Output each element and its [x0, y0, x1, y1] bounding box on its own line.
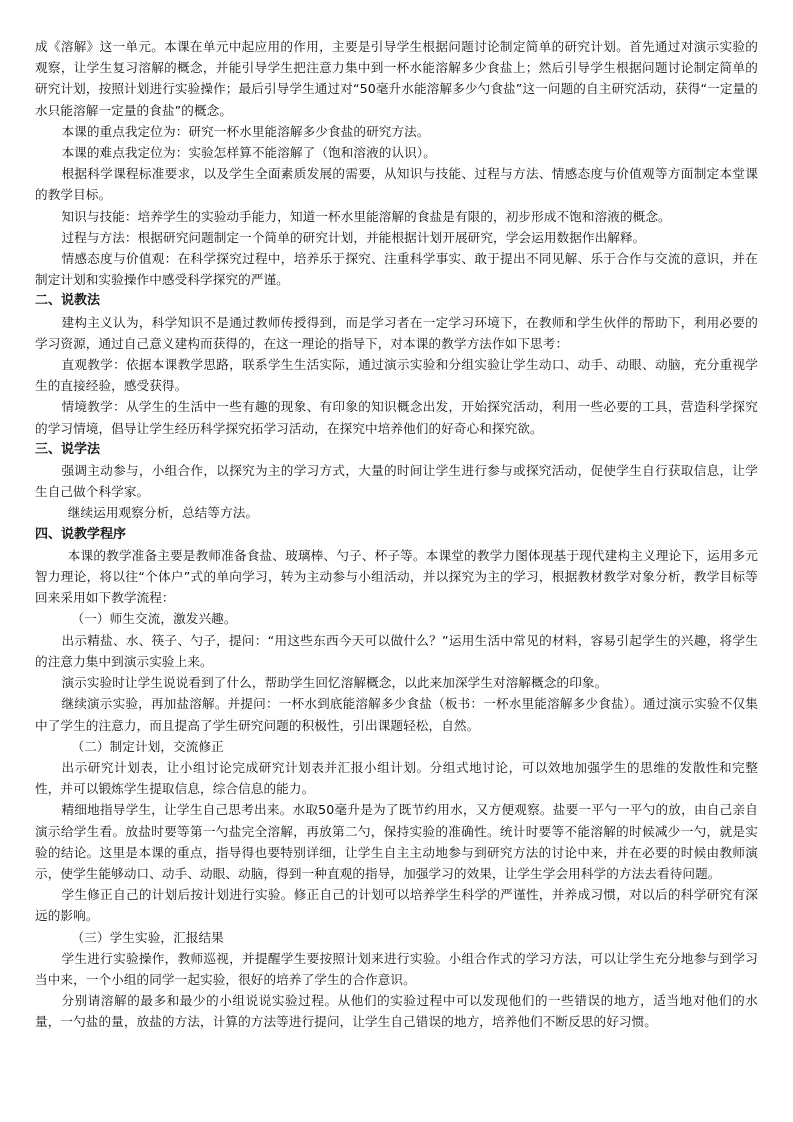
subheading-step-one: （一）师生交流，激发兴趣。 — [71, 611, 237, 627]
paragraph-demo-recall: 演示实验时让学生说说看到了什么，帮助学生回忆溶解概念，以此来加深学生对溶解概念的印象。 — [61, 675, 608, 691]
paragraph-preparation: 本课的教学准备主要是教师准备食盐、玻璃棒、勺子、杯子等。本课堂的教学力图体现基于现代建构主义理论下，运用多元智力理论，将以往“个体户”式的单向学习，转为主动参与小组活动，并以探究为主的学习，根据教材教学对象分析，教学目标等回来采用如下教学流程： — [35, 547, 758, 606]
section-heading-teaching-methods: 二、说教法 — [35, 293, 101, 309]
paragraph-unit-intro: 成《溶解》这一单元。本课在单元中起应用的作用，主要是引导学生根据问题讨论制定简单的研究计划。首先通过对演示实验的观察，让学生复习溶解的概念，并能引导学生把注意力集中到一杯水能溶解多少食盐上；然后引导学生根据问题讨论制定简单的研究计划，按照计划进行实验操作；最后引导学生通过对“50毫升水能溶解多少勺食盐”这一问题的自主研究活动，获得“一定量的水只能溶解一定量的食盐”的概念。 — [35, 39, 758, 118]
paragraph-active-participation: 强调主动参与，小组合作，以探究为主的学习方式，大量的时间让学生进行参与或探究活动，促使学生自行获取信息，让学生自己做个科学家。 — [35, 463, 758, 500]
paragraph-difficulty: 本课的难点我定位为：实验怎样算不能溶解了（饱和溶液的认识）。 — [61, 145, 436, 161]
paragraph-student-experiment: 学生进行实验操作，教师巡视，并提醒学生要按照计划来进行实验。小组合作式的学习方法，可以让学生充分地参与到学习当中来，一个小组的同学一起实验，很好的培养了学生的合作意识。 — [35, 950, 758, 987]
subheading-step-two: （二）制定计划，交流修正 — [71, 738, 224, 754]
paragraph-report-results: 分别请溶解的最多和最少的小组说说实验过程。从他们的实验过程中可以发现他们的一些错误的地方，适当地对他们的水量，一勺盐的量，放盐的方法，计算的方法等进行提问，让学生自己错误的地方，培养他们不断反思的好习惯。 — [35, 993, 758, 1030]
subheading-step-three: （三）学生实验，汇报结果 — [71, 929, 224, 945]
paragraph-objectives-intro: 根据科学课程标准要求，以及学生全面素质发展的需要，从知识与技能、过程与方法、情感态度与价值观等方面制定本堂课的教学目标。 — [35, 166, 758, 203]
paragraph-show-materials: 出示精盐、水、筷子、勺子，提问：“用这些东西今天可以做什么？”运用生活中常见的材料，容易引起学生的兴趣，将学生的注意力集中到演示实验上来。 — [35, 632, 758, 669]
paragraph-constructivism: 建构主义认为，科学知识不是通过教师传授得到，而是学习者在一定学习环境下，在教师和学生伙伴的帮助下，利用必要的学习资源，通过自己意义建构而获得的，在这一理论的指导下，对本课的教学方法作如下思考： — [35, 314, 758, 351]
paragraph-intuitive-teaching: 直观教学：依据本课教学思路，联系学生生活实际，通过演示实验和分组实验让学生动口、动手、动眼、动脑，充分重视学生的直接经验，感受获得。 — [35, 357, 758, 394]
paragraph-detailed-guidance: 精细地指导学生，让学生自己思考出来。水取50毫升是为了既节约用水，又方便观察。盐要一平勺一平勺的放，由自己亲自演示给学生看。放盐时要等第一勺盐完全溶解，再放第二勺，保持实验的准确性。统计时要等不能溶解的时候减少一勺，就是实验的结论。这里是本课的重点，指导得也要特别详细，让学生自主主动地参与到研究方法的讨论中来，并在必要的时候由教师演示，使学生能够动口、动手、动眼、动脑，得到一种直观的指导，加强学习的效果，让学生学会用科学的方法去看待问题。 — [35, 802, 758, 881]
paragraph-knowledge-skills: 知识与技能：培养学生的实验动手能力，知道一杯水里能溶解的食盐是有限的，初步形成不饱和溶液的概念。 — [61, 208, 671, 224]
paragraph-observation-analysis: 继续运用观察分析，总结等方法。 — [67, 505, 259, 521]
paragraph-demo-continue: 继续演示实验，再加盐溶解。并提问：一杯水到底能溶解多少食盐（板书：一杯水里能溶解多少食盐）。通过演示实验不仅集中了学生的注意力，而且提高了学生研究问题的积极性，引出课题轻松，自然。 — [35, 696, 758, 733]
paragraph-plan-table: 出示研究计划表，让小组讨论完成研究计划表并汇报小组计划。分组式地讨论，可以效地加强学生的思维的发散性和完整性，并可以锻炼学生提取信息，综合信息的能力。 — [35, 759, 758, 797]
paragraph-situational-teaching: 情境教学：从学生的生活中一些有趣的现象、有印象的知识概念出发，开始探究活动，利用一些必要的工具，营造科学探究的学习情境，倡导让学生经历科学探究拓学习活动，在探究中培养他们的好奇心和探究欲。 — [35, 399, 758, 436]
paragraph-process-methods: 过程与方法：根据研究问题制定一个简单的研究计划，并能根据计划开展研究，学会运用数据作出解释。 — [61, 229, 646, 245]
section-heading-teaching-procedure: 四、说教学程序 — [35, 526, 127, 542]
section-heading-learning-methods: 三、说学法 — [35, 441, 101, 457]
paragraph-key-point: 本课的重点我定位为：研究一杯水里能溶解多少食盐的研究方法。 — [61, 123, 430, 139]
paragraph-attitude-values: 情感态度与价值观：在科学探究过程中，培养乐于探究、注重科学事实、敢于提出不同见解、乐于合作与交流的意识，并在制定计划和实验操作中感受科学探究的严谨。 — [35, 251, 758, 288]
paragraph-revise-plan: 学生修正自己的计划后按计划进行实验。修正自己的计划可以培养学生科学的严谨性，并养成习惯，对以后的科学研究有深远的影响。 — [35, 887, 758, 924]
